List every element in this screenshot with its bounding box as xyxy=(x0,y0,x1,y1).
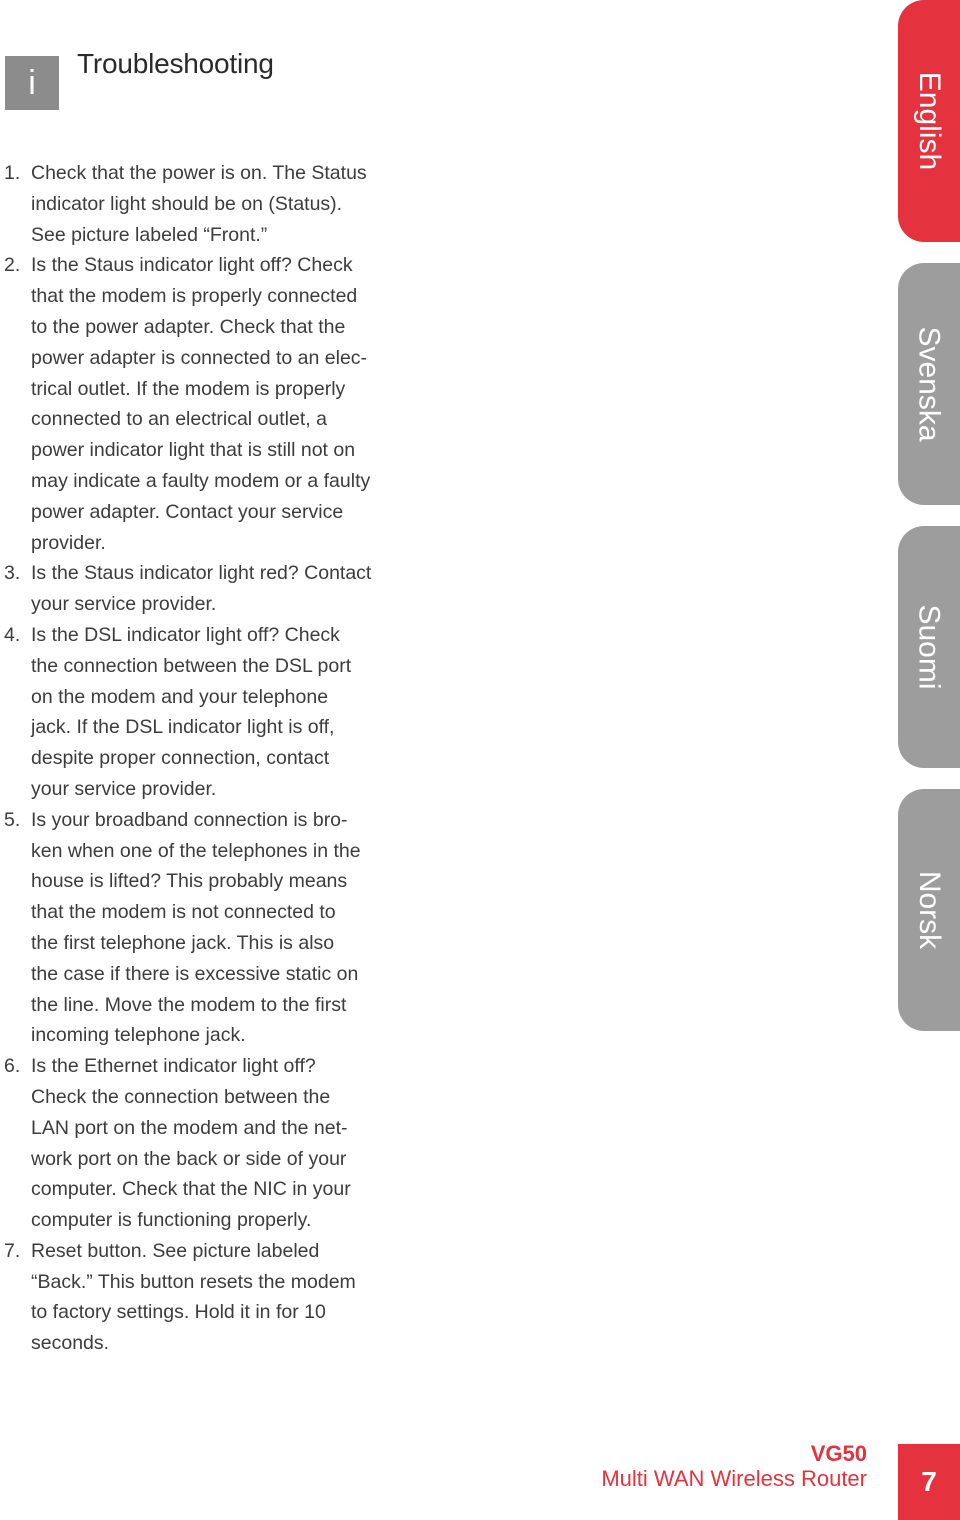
text-line: Is the Ethernet indicator light off? xyxy=(31,1055,316,1078)
text-line: Is your broadband connection is bro- xyxy=(31,808,348,831)
list-item xyxy=(4,250,404,558)
tab-label-wrapper xyxy=(898,263,960,505)
text-line: trical outlet. If the modem is properly xyxy=(31,377,346,400)
text-line: your service provider. xyxy=(31,777,217,800)
tab-svenska[interactable] xyxy=(898,263,960,505)
page-title: Troubleshooting xyxy=(77,48,274,79)
text-line: connected to an electrical outlet, a xyxy=(31,408,327,431)
list-item-text xyxy=(31,250,404,558)
info-icon-glyph: i xyxy=(28,63,36,102)
tab-label: Suomi xyxy=(913,604,947,690)
text-line: power indicator light that is still not on xyxy=(31,439,356,462)
list-item-text xyxy=(31,620,404,805)
text-line: See picture labeled “Front.” xyxy=(31,223,268,246)
tab-label-wrapper xyxy=(898,0,960,242)
tab-suomi[interactable] xyxy=(898,526,960,768)
text-line: indicator light should be on (Status). xyxy=(31,192,343,215)
text-line: incoming telephone jack. xyxy=(31,1024,246,1047)
info-icon xyxy=(5,56,59,110)
tab-label-wrapper xyxy=(898,526,960,768)
list-item xyxy=(4,620,404,805)
tab-label: English xyxy=(913,71,946,171)
page-number-text: 7 xyxy=(921,1466,937,1497)
text-line: Is the Staus indicator light red? Contact xyxy=(31,562,372,585)
list-item xyxy=(4,558,404,620)
text-line: ken when one of the telephones in the xyxy=(31,839,361,862)
text-line: to the power adapter. Check that the xyxy=(31,315,346,338)
text-line: on the modem and your telephone xyxy=(31,685,329,708)
list-item-number: 7. xyxy=(4,1239,21,1262)
page-number xyxy=(898,1444,960,1520)
list-item xyxy=(4,1051,404,1236)
tab-label-wrapper xyxy=(898,789,960,1031)
tab-label: Svenska xyxy=(913,326,947,442)
text-line: LAN port on the modem and the net- xyxy=(31,1116,348,1139)
text-line: the line. Move the modem to the first xyxy=(31,993,347,1016)
list-item-text xyxy=(31,805,404,1051)
list-item-number: 6. xyxy=(4,1055,21,1078)
list-item-text xyxy=(31,558,404,620)
text-line: power adapter. Contact your service xyxy=(31,500,344,523)
list-item-text xyxy=(31,1051,404,1236)
list-item-number: 3. xyxy=(4,562,21,585)
text-line: that the modem is not connected to xyxy=(31,901,336,924)
list-item-number: 1. xyxy=(4,162,21,184)
text-line: despite proper connection, contact xyxy=(31,747,330,770)
tab-english[interactable] xyxy=(898,0,960,242)
text-line: computer. Check that the NIC in your xyxy=(31,1178,351,1201)
text-line: Reset button. See picture labeled xyxy=(31,1239,320,1262)
tab-norsk[interactable] xyxy=(898,789,960,1031)
text-line: may indicate a faulty modem or a faulty xyxy=(31,469,371,492)
text-line: “Back.” This button resets the modem xyxy=(31,1270,356,1293)
text-line: the connection between the DSL port xyxy=(31,654,352,677)
troubleshooting-list xyxy=(4,158,404,1359)
list-item xyxy=(4,1236,404,1359)
text-line: house is lifted? This probably means xyxy=(31,870,348,893)
text-line: provider. xyxy=(31,531,106,554)
list-item-text xyxy=(31,158,404,250)
list-item-number: 5. xyxy=(4,808,21,831)
text-line: the case if there is excessive static on xyxy=(31,962,359,985)
text-line: power adapter is connected to an elec- xyxy=(31,346,368,369)
tab-label: Norsk xyxy=(913,870,946,950)
list-item xyxy=(4,805,404,1051)
list-item-text xyxy=(31,1236,404,1359)
list-item-number: 2. xyxy=(4,254,21,277)
text-line: work port on the back or side of your xyxy=(31,1147,347,1170)
list-item xyxy=(4,158,404,250)
list-item-number: 4. xyxy=(4,623,21,646)
text-line: jack. If the DSL indicator light is off, xyxy=(31,716,335,739)
text-line: that the modem is properly connected xyxy=(31,285,358,308)
text-line: Check the connection between the xyxy=(31,1085,331,1108)
text-line: Is the DSL indicator light off? Check xyxy=(31,623,340,646)
text-line: the first telephone jack. This is also xyxy=(31,931,335,954)
text-line: your service provider. xyxy=(31,593,217,616)
text-line: Is the Staus indicator light off? Check xyxy=(31,254,353,277)
footer-model: VG50 xyxy=(810,1441,867,1466)
footer-description: Multi WAN Wireless Router xyxy=(601,1466,867,1491)
text-line: Check that the power is on. The Status xyxy=(31,162,367,184)
text-line: computer is functioning properly. xyxy=(31,1209,312,1232)
text-line: seconds. xyxy=(31,1332,110,1355)
text-line: to factory settings. Hold it in for 10 xyxy=(31,1301,326,1324)
